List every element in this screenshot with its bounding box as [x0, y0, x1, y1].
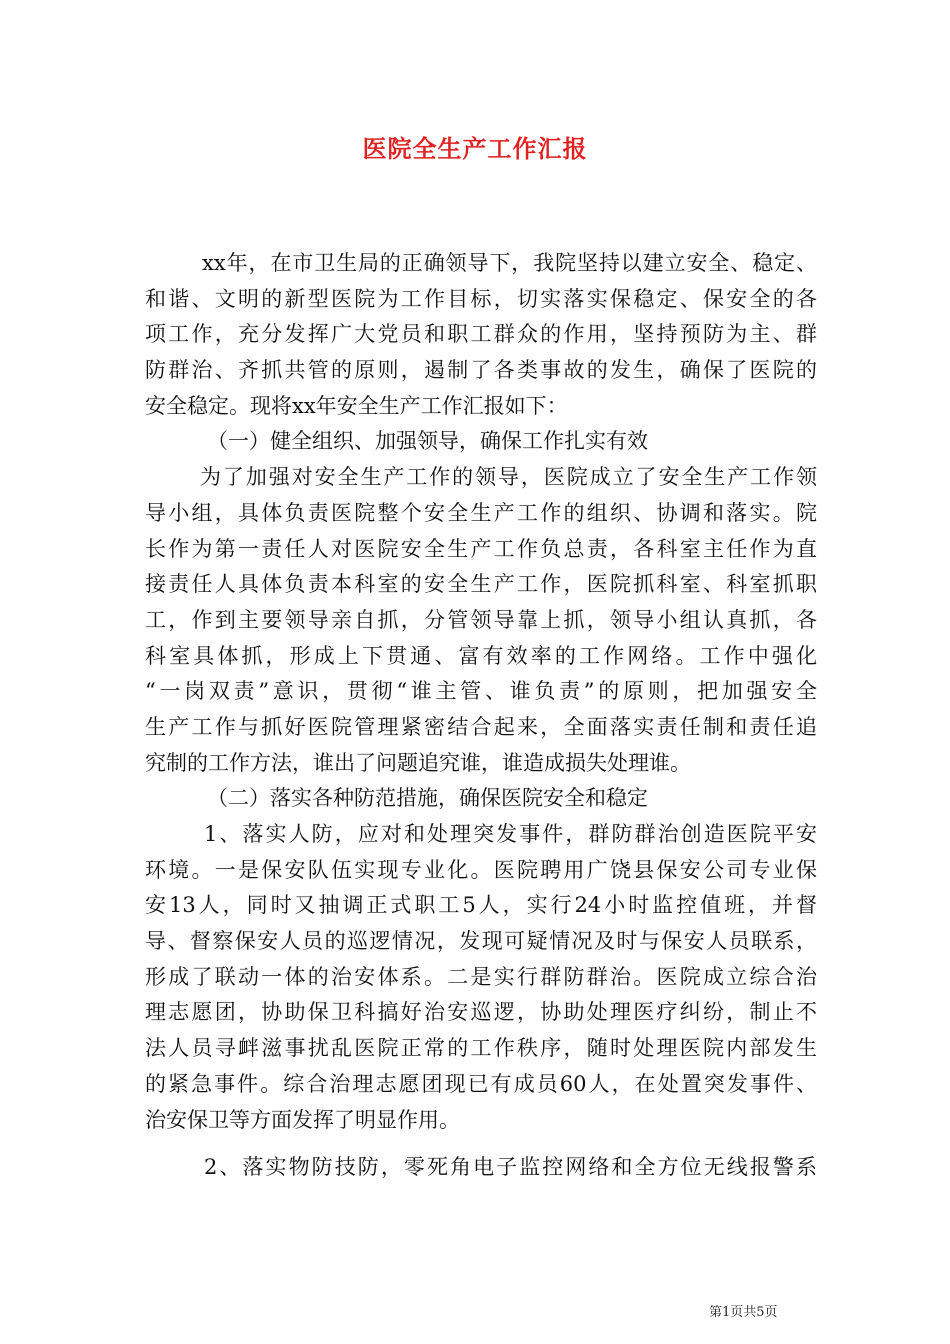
paragraph-section2-item1-line-7: 法人员寻衅滋事扰乱医院正常的工作秩序，随时处理医院内部发生: [145, 1036, 817, 1061]
paragraph-section1-line-6: 科室具体抓，形成上下贯通、富有效率的工作网络。工作中强化: [145, 643, 817, 668]
paragraph-section2-item1-line-3: 安13人，同时又抽调正式职工5人，实行24小时监控值班，并督: [145, 893, 817, 918]
paragraph-section1-line-3: 长作为第一责任人对医院安全生产工作负总责，各科室主任作为直: [145, 536, 817, 561]
paragraph-section2-item1-line-4: 导、督察保安人员的巡逻情况，发现可疑情况及时与保安人员联系，: [145, 929, 817, 954]
paragraph-intro-line-4: 防群治、齐抓共管的原则，遏制了各类事故的发生，确保了医院的: [145, 358, 817, 383]
paragraph-intro-line-5: 安全稳定。现将xx年安全生产工作汇报如下：: [145, 393, 568, 418]
paragraph-section1-line-4: 接责任人具体负责本科室的安全生产工作，医院抓科室、科室抓职: [145, 572, 817, 597]
paragraph-section2-item1-line-1: 1、落实人防，应对和处理突发事件，群防群治创造医院平安: [204, 822, 817, 846]
paragraph-section1-line-2: 导小组，具体负责医院整个安全生产工作的组织、协调和落实。院: [145, 500, 817, 525]
paragraph-section1-line-7: “一岗双责”意识，贯彻“谁主管、谁负责”的原则，把加强安全: [145, 679, 817, 704]
paragraph-section2-item1-line-8: 的紧急事件。综合治理志愿团现已有成员60人，在处置突发事件、: [145, 1071, 817, 1096]
document-title: 医院全生产工作汇报: [362, 134, 588, 163]
paragraph-section1-line-1: 为了加强对安全生产工作的领导，医院成立了安全生产工作领: [200, 465, 817, 490]
section-heading-2: （二）落实各种防范措施，确保医院安全和稳定: [207, 786, 648, 811]
paragraph-section2-item1-line-5: 形成了联动一体的治安体系。二是实行群防群治。医院成立综合治: [145, 964, 817, 989]
page-number-footer: 第1页共5页: [709, 1305, 778, 1320]
paragraph-section2-item1-line-6: 理志愿团，协助保卫科搞好治安巡逻，协助处理医疗纠纷，制止不: [145, 1000, 817, 1025]
document-body: [145, 246, 817, 1186]
paragraph-section1-line-5: 工，作到主要领导亲自抓，分管领导靠上抓，领导小组认真抓，各: [145, 607, 817, 632]
paragraph-intro-line-3: 项工作，充分发挥广大党员和职工群众的作用，坚持预防为主、群: [145, 322, 817, 347]
paragraph-spacer: [145, 1138, 817, 1150]
paragraph-section2-item1-line-2: 环境。一是保安队伍实现专业化。医院聘用广饶县保安公司专业保: [145, 857, 817, 882]
paragraph-section1-line-8: 生产工作与抓好医院管理紧密结合起来，全面落实责任制和责任追: [145, 714, 817, 739]
paragraph-intro-line-2: 和谐、文明的新型医院为工作目标，切实落实保稳定、保安全的各: [145, 286, 817, 311]
paragraph-intro-line-1: xx年，在市卫生局的正确领导下，我院坚持以建立安全、稳定、: [202, 251, 817, 275]
paragraph-section2-item2-line-1: 2、落实物防技防，零死角电子监控网络和全方位无线报警系: [204, 1155, 817, 1180]
section-heading-1: （一）健全组织、加强领导，确保工作扎实有效: [207, 429, 648, 454]
paragraph-section1-line-9: 究制的工作方法，谁出了问题追究谁，谁造成损失处理谁。: [145, 750, 691, 775]
paragraph-section2-item1-line-9: 治安保卫等方面发挥了明显作用。: [145, 1107, 460, 1132]
